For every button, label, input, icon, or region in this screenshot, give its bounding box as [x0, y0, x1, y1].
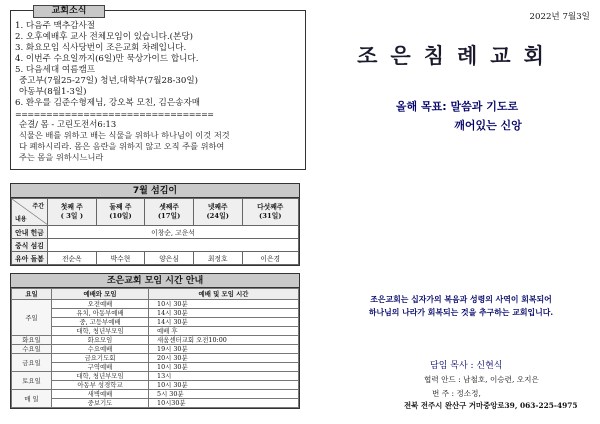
news-item-3: 3. 화요모임 식사당번이 조은교회 차례입니다.: [15, 43, 187, 53]
week-header-1: 첫째 주 ( 3일 ): [48, 199, 97, 226]
week-header-4: 넷째주 (24일): [193, 199, 242, 226]
row-label: 중식 섬김: [12, 239, 48, 252]
meeting-time: 10시 30분: [149, 300, 299, 309]
table-row: [12, 309, 299, 318]
table-row: [12, 345, 299, 354]
meeting-time: 10시 30분: [149, 363, 299, 372]
table-row: [12, 381, 299, 390]
col-time: 예배 및 모임 시간: [149, 289, 299, 300]
meeting-table-box: [10, 273, 300, 409]
year-goal-line-2: 깨어있는 신앙: [454, 119, 522, 132]
meeting-name: 구역예배: [52, 363, 149, 372]
verse-reference: 순결/ 몸 - 고린도전서6:13: [19, 119, 117, 129]
corner-top-label: 주간: [32, 203, 44, 210]
year-goal-line-1: 올해 목표: 말씀과 기도로: [395, 100, 519, 113]
meeting-name: 새벽예배: [52, 390, 149, 399]
col-name: 예배와 모임: [52, 289, 149, 300]
news-item-2: 2. 오후예배후 교사 전체모임이 있습니다.(본당): [15, 32, 193, 42]
server-table: [11, 198, 299, 265]
divider-line: ================================: [15, 110, 214, 119]
meeting-time: 예배 후: [149, 327, 299, 336]
table-row: [12, 336, 299, 345]
table-row: [12, 300, 299, 309]
church-address: 전북 전주시 완산구 거마중앙로39, 063-225-4975: [404, 401, 578, 410]
table-cell: 박수현: [96, 252, 145, 265]
mission-line-2: 하나님의 나라가 회복되는 것을 추구하는 교회입니다.: [368, 308, 554, 317]
server-table-box: [10, 183, 300, 266]
table-row: [12, 372, 299, 381]
table-row: [12, 252, 299, 265]
meeting-time: 14시 30분: [149, 318, 299, 327]
elders-line: 협력 안드 : 남철호, 이승련, 오지은: [424, 375, 539, 384]
table-cell: 양은심: [145, 252, 194, 265]
meeting-time: 5시 30분: [149, 390, 299, 399]
meeting-name: 대학, 청년부모임: [52, 327, 149, 336]
table-cell: 최정호: [193, 252, 242, 265]
verse-line-1: 식물은 배를 위하고 배는 식물을 위하나 하나님이 이것 저것: [19, 130, 230, 140]
row-label: 안내 헌금: [12, 226, 48, 239]
server-header-row: [12, 199, 299, 226]
table-row: [12, 354, 299, 363]
day-cell: 토요일: [12, 372, 52, 390]
meeting-table: [11, 288, 299, 408]
right-panel: [318, 0, 596, 424]
day-cell: 화요일: [12, 336, 52, 345]
meeting-name: 중, 고등부예배: [52, 318, 149, 327]
merged-cell: [48, 239, 299, 252]
week-header-2: 둘째 주 (10일): [96, 199, 145, 226]
meeting-time: 새움센터교회 오전10:00: [149, 336, 299, 345]
table-row: [12, 390, 299, 399]
news-item-5: 5. 다음세대 여름캠프: [15, 65, 96, 75]
table-cell: 전순옥: [48, 252, 97, 265]
table-row: [12, 363, 299, 372]
server-table-title: 7월 섬김이: [11, 184, 299, 198]
meeting-time: 10시30분: [149, 399, 299, 408]
camp-line-2: 아동부(8월1-3일): [19, 87, 87, 97]
meeting-name: 대학, 청년부모임: [52, 372, 149, 381]
meeting-name: 유치, 아동부예배: [52, 309, 149, 318]
meeting-header-row: [12, 289, 299, 300]
table-row: [12, 327, 299, 336]
meeting-name: 화요모임: [52, 336, 149, 345]
table-cell: 이은경: [242, 252, 299, 265]
meeting-time: 14시 30분: [149, 309, 299, 318]
news-item-6: 6. 환우를 김준수형제님, 강오복 모친, 김은송자매: [15, 98, 201, 108]
day-cell: 매 일: [12, 390, 52, 408]
table-row: [12, 226, 299, 239]
week-header-3: 셋째주 (17일): [145, 199, 194, 226]
meeting-name: 아동부 성경학교: [52, 381, 149, 390]
left-panel: [10, 6, 306, 409]
camp-line-1: 중고부(7월25-27일) 청년,대학부(7월28-30일): [19, 76, 198, 86]
verse-line-3: 주는 몸을 위하시느니라: [19, 152, 104, 162]
table-row: [12, 318, 299, 327]
corner-bottom-label: 내용: [15, 216, 27, 223]
news-item-4: 4. 이번주 수요일까지(6일)만 묵상가이드 합니다.: [15, 54, 199, 64]
day-cell: 수요일: [12, 345, 52, 354]
row-label: 유아 돌봄: [12, 252, 48, 265]
meeting-name: 금요기도회: [52, 354, 149, 363]
col-day: 요일: [12, 289, 52, 300]
meeting-time: 20시 30분: [149, 354, 299, 363]
mission-statement: [332, 293, 590, 319]
meeting-name: 중보기도: [52, 399, 149, 408]
meeting-time: 10시 30분: [149, 381, 299, 390]
meeting-name: 오전예배: [52, 300, 149, 309]
church-name: 조은침례교회: [357, 44, 557, 68]
week-header-5: 다섯째주 (31일): [242, 199, 299, 226]
merged-cell: 이창순, 고운석: [48, 226, 299, 239]
meeting-name: 수요예배: [52, 345, 149, 354]
pastor-line: 담임 목사 : 신현식: [430, 361, 503, 371]
meeting-time: 13시: [149, 372, 299, 381]
church-news-box: [10, 6, 306, 170]
table-row: [12, 239, 299, 252]
corner-cell: [12, 199, 48, 226]
day-cell: 주일: [12, 300, 52, 336]
deacons-line: 번 주 : 정소정,: [432, 389, 481, 398]
verse-line-2: 다 폐하시리라. 몸은 음란을 위하지 않고 오직 주를 위하여: [19, 141, 225, 151]
bulletin-date: 2022년 7월3일: [529, 12, 590, 22]
news-title: 교회소식: [33, 5, 105, 18]
day-cell: 금요일: [12, 354, 52, 372]
table-row: [12, 399, 299, 408]
meeting-table-title: 조은교회 모임 시간 안내: [11, 274, 299, 288]
news-item-1: 1. 다음주 맥추감사절: [15, 21, 96, 31]
mission-line-1: 조은교회는 십자가의 복음과 성령의 사역이 회복되어: [370, 295, 552, 304]
meeting-time: 19시 30분: [149, 345, 299, 354]
